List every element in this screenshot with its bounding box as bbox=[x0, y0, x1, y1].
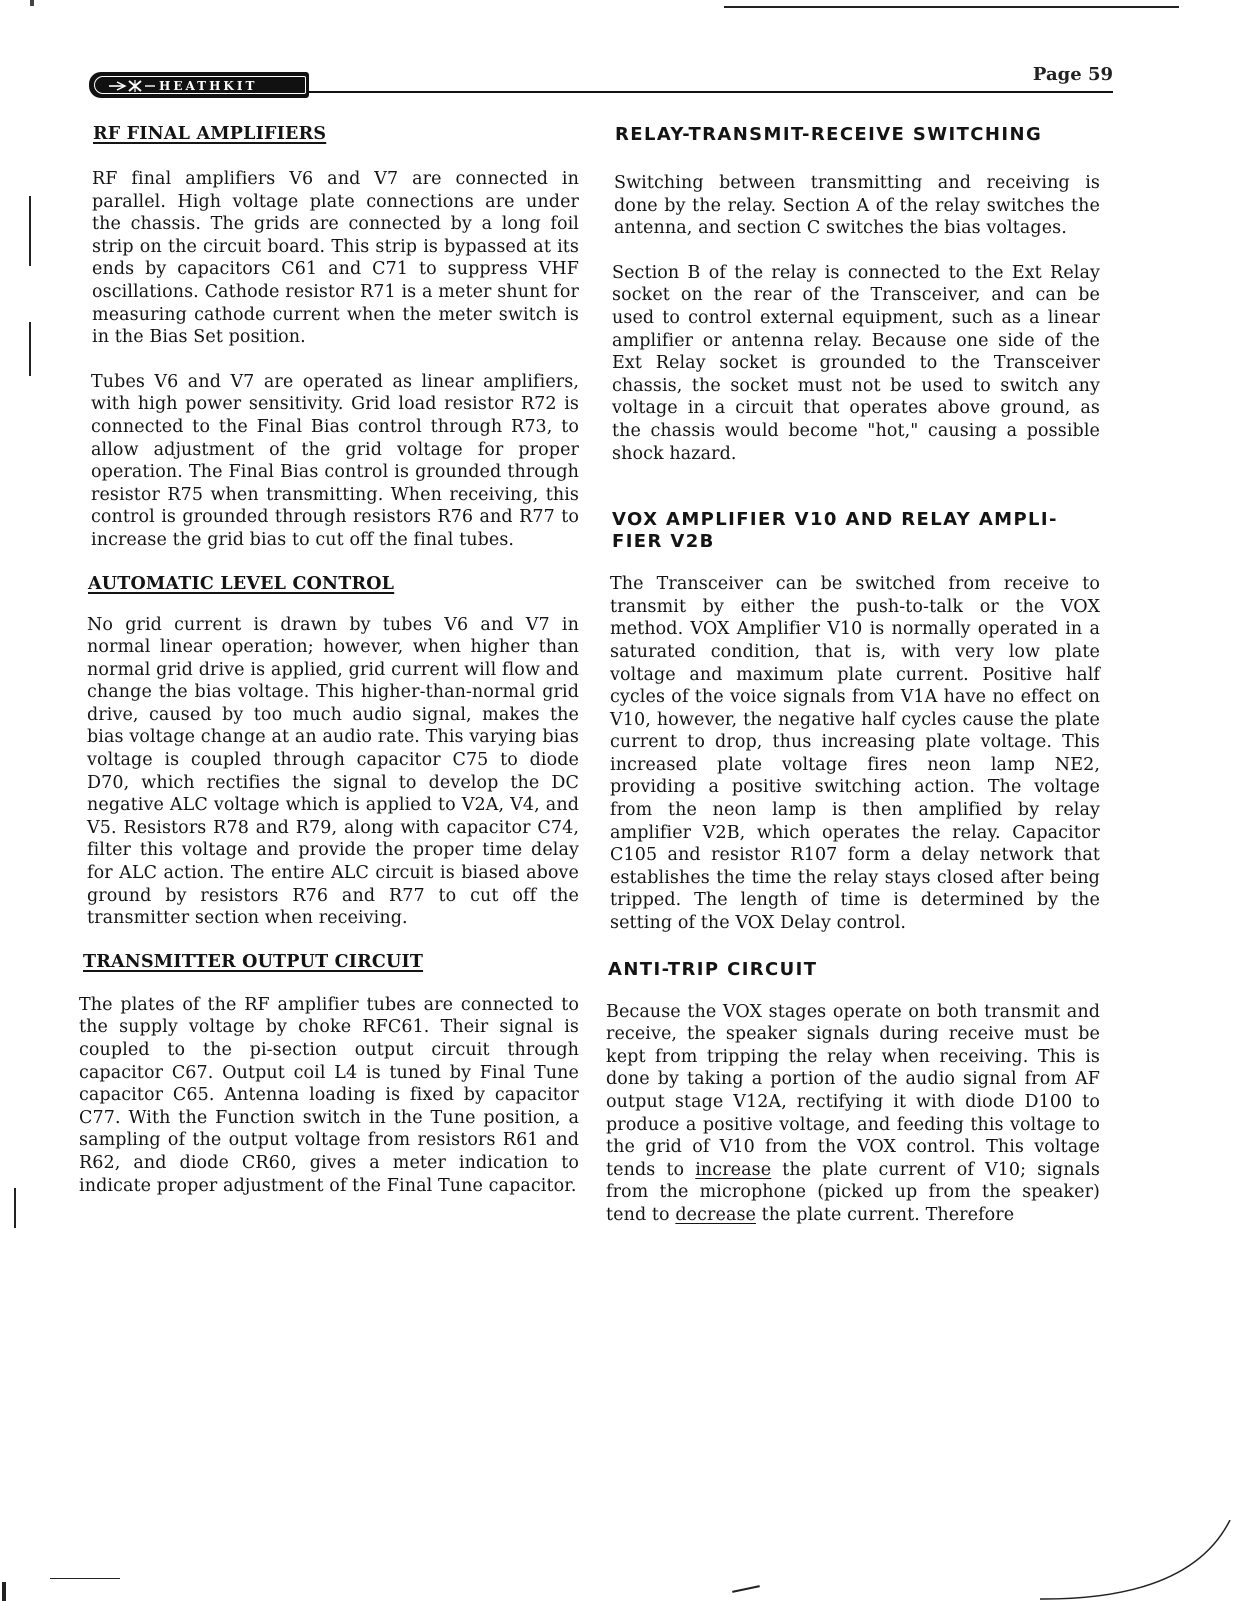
paragraph-relay-2: Section B of the relay is connected to the Ext Relay socket on the rear of the Transceiver, and can be used to control external equipment, such as a linear amplifier or antenna relay. Because one side of the Ext Relay socket is grounded to the Transceiver chassis, the socket must not be used to switch any voltage in a circuit that operates above ground, as the chassis would become "hot," causing a possible shock hazard. bbox=[612, 262, 1100, 464]
right-column bbox=[606, 124, 1100, 1227]
scan-corner-mark bbox=[2, 1582, 6, 1601]
paragraph-vox: The Transceiver can be switched from receive to transmit by either the push-to-talk or the VOX method. VOX Amplifier V10 is normally operated in a saturated condition, that is, with very low plate voltage and maximum plate current. Positive half cycles of the voice signals from V1A have no effect on V10, however, the negative half cycles cause the plate current to drop, thus increasing plate voltage. This increased plate voltage fires neon lamp NE2, providing a positive switching action. The voltage from the neon lamp is then amplified by relay amplifier V2B, which operates the relay. Capacitor C105 and resistor R107 form a delay network that establishes the time the relay stays closed after being tripped. The length of time is determined by the setting of the VOX Delay control. bbox=[610, 574, 1100, 934]
scan-corner-mark bbox=[30, 0, 34, 6]
paragraph-alc: No grid current is drawn by tubes V6 and V7 in normal linear operation; however, when higher than normal grid drive is applied, grid current will flow and change the bias voltage. This higher-than-normal grid drive, caused by too much audio signal, makes the bias voltage change at an audio rate. This varying bias voltage is coupled through capacitor C75 to diode D70, which rectifies the signal to develop the DC negative ALC voltage which is applied to V2A, V4, and V5. Resistors R78 and R79, along with capacitor C74, filter this voltage and provide the proper time delay for ALC action. The entire ALC circuit is biased above ground by resistors R76 and R77 to cut off the transmitter section when receiving. bbox=[87, 614, 579, 929]
heading-automatic-level-control: AUTOMATIC LEVEL CONTROL bbox=[88, 573, 395, 594]
heading-rf-final-amplifiers: RF FINAL AMPLIFIERS bbox=[93, 124, 327, 144]
scan-margin-mark bbox=[29, 322, 31, 376]
logo-border bbox=[94, 76, 306, 94]
anti-trip-text-3: the plate current. Therefore bbox=[756, 1204, 1015, 1225]
paragraph-rf-final-2: Tubes V6 and V7 are operated as linear amplifiers, with high power sensitivity. Grid load resistor R72 is connected to the Final Bias control through R73, to allow adjustment of the grid voltage for proper operation. The Final Bias control is grounded through resistor R75 when transmitting. When receiving, this control is grounded through resistors R76 and R77 to increase the grid bias to cut off the final tubes. bbox=[91, 371, 579, 550]
paragraph-transmitter-output: The plates of the RF amplifier tubes are connected to the supply voltage by choke RFC61. Their signal is coupled to the pi-section output circuit through capacitor C67. Output coil L4 is tuned by Final Tune capacitor C65. Antenna loading is fixed by capacitor C77. With the Function switch in the Tune position, a sampling of the output voltage from resistors R61 and R62, and diode CR60, gives a meter indication to indicate proper adjustment of the Final Tune capacitor. bbox=[79, 994, 579, 1196]
header-rule bbox=[309, 91, 1113, 93]
anti-trip-emphasis-decrease: decrease bbox=[675, 1204, 757, 1225]
anti-trip-text-2: the plate current of V10; signals from the microphone (picked up from the speaker) tend to bbox=[606, 1159, 1100, 1225]
logo-wordmark: HEATHKIT bbox=[159, 79, 258, 93]
anti-trip-emphasis-increase: increase bbox=[695, 1159, 772, 1180]
heading-vox-line-1: VOX AMPLIFIER V10 AND RELAY AMPLI- bbox=[612, 509, 1058, 531]
scan-bottom-mark bbox=[50, 1578, 120, 1579]
page-number: Page 59 bbox=[1032, 64, 1113, 85]
page-header bbox=[85, 64, 1113, 104]
heading-anti-trip-circuit: ANTI-TRIP CIRCUIT bbox=[608, 958, 818, 980]
heading-transmitter-output-circuit: TRANSMITTER OUTPUT CIRCUIT bbox=[83, 951, 424, 972]
scan-margin-mark bbox=[14, 1188, 16, 1228]
heathkit-emblem-icon bbox=[107, 79, 157, 93]
heathkit-logo bbox=[89, 72, 309, 98]
paragraph-rf-final-1: RF final amplifiers V6 and V7 are connected in parallel. High voltage plate connections are under the chassis. The grids are connected by a long foil strip on the circuit board. This strip is bypassed at its ends by capacitors C61 and C71 to suppress VHF oscillations. Cathode resistor R71 is a meter shunt for measuring cathode current when the meter switch is in the Bias Set position. bbox=[92, 169, 579, 348]
anti-trip-text-1: Because the VOX stages operate on both transmit and receive, the speaker signals during receive must be kept from tripping the relay when receiving. This is done by taking a portion of the audio signal from AF output stage V12A, rectifying it with diode D100 to produce a positive voltage, and feeding this voltage to the grid of V10 from the VOX control. This voltage tends to bbox=[606, 1001, 1100, 1180]
heading-vox-amplifier bbox=[612, 509, 1100, 553]
scan-bottom-mark bbox=[732, 1585, 760, 1593]
scan-top-edge bbox=[724, 6, 1179, 8]
scan-corner-curve bbox=[1040, 1520, 1237, 1601]
scan-margin-mark bbox=[29, 196, 31, 266]
paragraph-relay-1: Switching between transmitting and receiving is done by the relay. Section A of the relay switches the antenna, and section C switches the bias voltages. bbox=[614, 173, 1100, 239]
heading-relay-switching: RELAY-TRANSMIT-RECEIVE SWITCHING bbox=[615, 124, 1043, 145]
paragraph-anti-trip bbox=[606, 1001, 1100, 1227]
left-column bbox=[79, 124, 579, 1197]
heading-vox-line-2: FIER V2B bbox=[612, 531, 715, 553]
